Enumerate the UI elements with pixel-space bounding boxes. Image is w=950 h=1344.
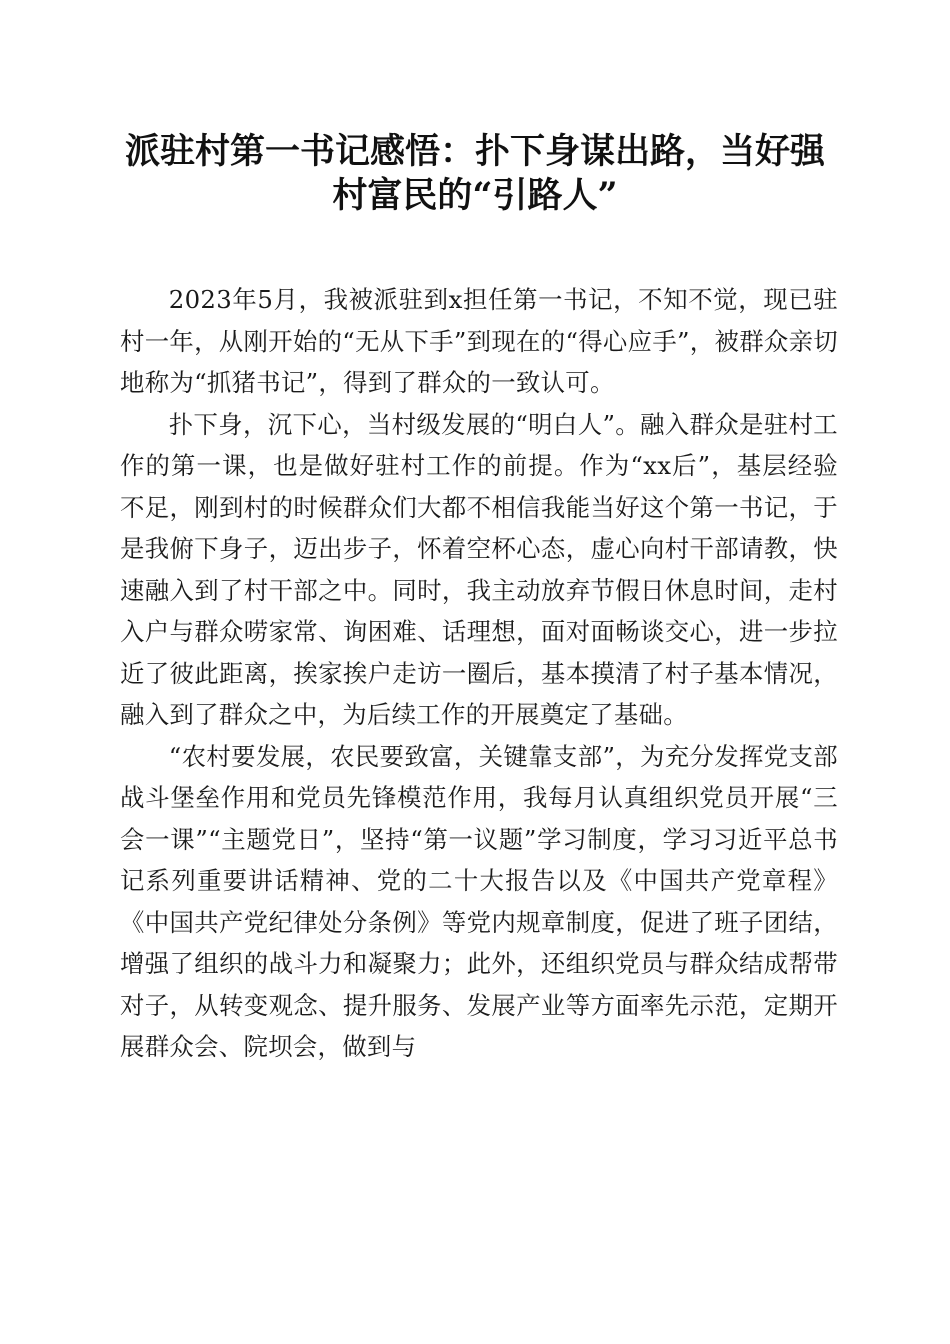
paragraph-3: “农村要发展，农民要致富，关键靠支部”，为充分发挥党支部战斗堡垒作用和党员先锋模范作用，我每月认真组织党员开展“三会一课”“主题党日”，坚持“第一议题”学习制度，学习习近平总书记系列重要讲话精神、党的二十大报告以及《中国共产党章程》《中国共产党纪律处分条例》等党内规章制度，促进了班子团结，增强了组织的战斗力和凝聚力；此外，还组织党员与群众结成帮带对子，从转变观念、提升服务、发展产业等方面率先示范，定期开展群众会、院坝会，做到与 bbox=[120, 741, 838, 1061]
paragraph-1: 2023年5月，我被派驻到x担任第一书记，不知不觉，现已驻村一年，从刚开始的“无从下手”到现在的“得心应手”，被群众亲切地称为“抓猪书记”，得到了群众的一致认可。 bbox=[120, 285, 838, 397]
document-body bbox=[120, 279, 838, 1068]
paragraph-2: 扑下身，沉下心，当村级发展的“明白人”。融入群众是驻村工作的第一课，也是做好驻村工作的前提。作为“xx后”，基层经验不足，刚到村的时候群众们大都不相信我能当好这个第一书记，于是我俯下身子，迈出步子，怀着空杯心态，虚心向村干部请教，快速融入到了村干部之中。同时，我主动放弃节假日休息时间，走村入户与群众唠家常、询困难、话理想，面对面畅谈交心，进一步拉近了彼此距离，挨家挨户走访一圈后，基本摸清了村子基本情况，融入到了群众之中，为后续工作的开展奠定了基础。 bbox=[120, 409, 838, 729]
document-title bbox=[100, 130, 850, 218]
title-line-2: 村富民的“引路人” bbox=[332, 175, 618, 216]
title-line-1: 派驻村第一书记感悟：扑下身谋出路，当好强 bbox=[124, 131, 825, 172]
